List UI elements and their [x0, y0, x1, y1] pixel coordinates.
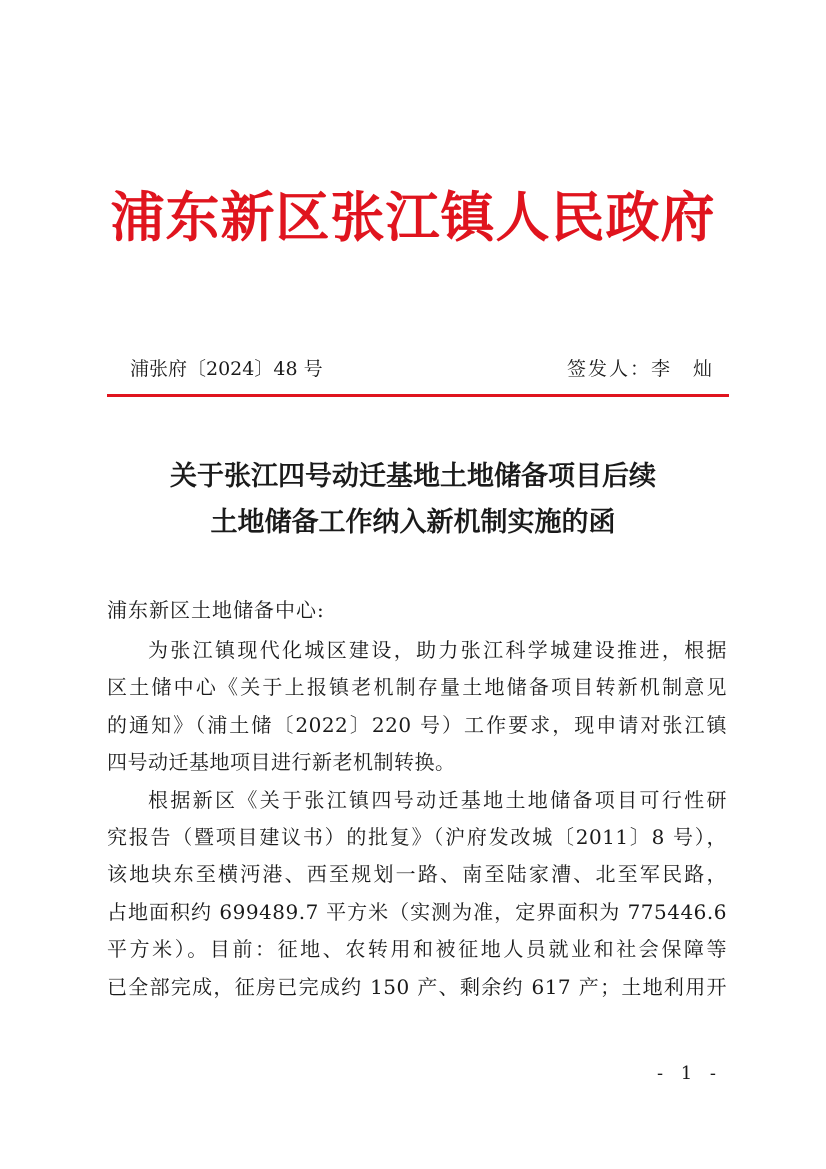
page-number: - 1 -: [656, 1063, 722, 1084]
red-separator-line: [107, 394, 729, 397]
addressee: 浦东新区土地储备中心:: [107, 598, 325, 622]
document-number: 浦张府〔2024〕48 号: [130, 358, 323, 380]
issuer-masthead: 浦东新区张江镇人民政府: [110, 185, 716, 249]
body-line: 区土储中心《关于上报镇老机制存量土地储备项目转新机制意见: [107, 675, 727, 700]
body-text: [107, 632, 727, 1006]
body-line: 为张江镇现代化城区建设，助力张江科学城建设推进，根据: [148, 638, 727, 662]
body-line: 究报告（暨项目建议书）的批复》（沪府发改城〔2011〕8 号），: [107, 824, 727, 849]
document-title: [0, 454, 826, 546]
body-line: 根据新区《关于张江镇四号动迁基地土地储备项目可行性研: [148, 787, 727, 812]
title-line-2: 土地储备工作纳入新机制实施的函: [210, 507, 616, 538]
body-line: 的通知》（浦土储〔2022〕220 号）工作要求，现申请对张江镇: [107, 712, 727, 737]
body-line: 平方米）。目前：征地、农转用和被征地人员就业和社会保障等: [107, 937, 727, 962]
body-line: 已全部完成，征房已完成约 150 产、剩余约 617 产；土地利用开: [107, 974, 727, 999]
title-line-1: 关于张江四号动迁基地土地储备项目后续: [170, 461, 656, 492]
body-line: 占地面积约 699489.7 平方米（实测为准，定界面积为 775446.6: [107, 899, 727, 924]
body-line: 四号动迁基地项目进行新老机制转换。: [107, 750, 456, 775]
signer: 签发人：李 灿: [566, 358, 714, 380]
body-line: 该地块东至横沔港、西至规划一路、南至陆家漕、北至军民路，: [107, 862, 727, 887]
